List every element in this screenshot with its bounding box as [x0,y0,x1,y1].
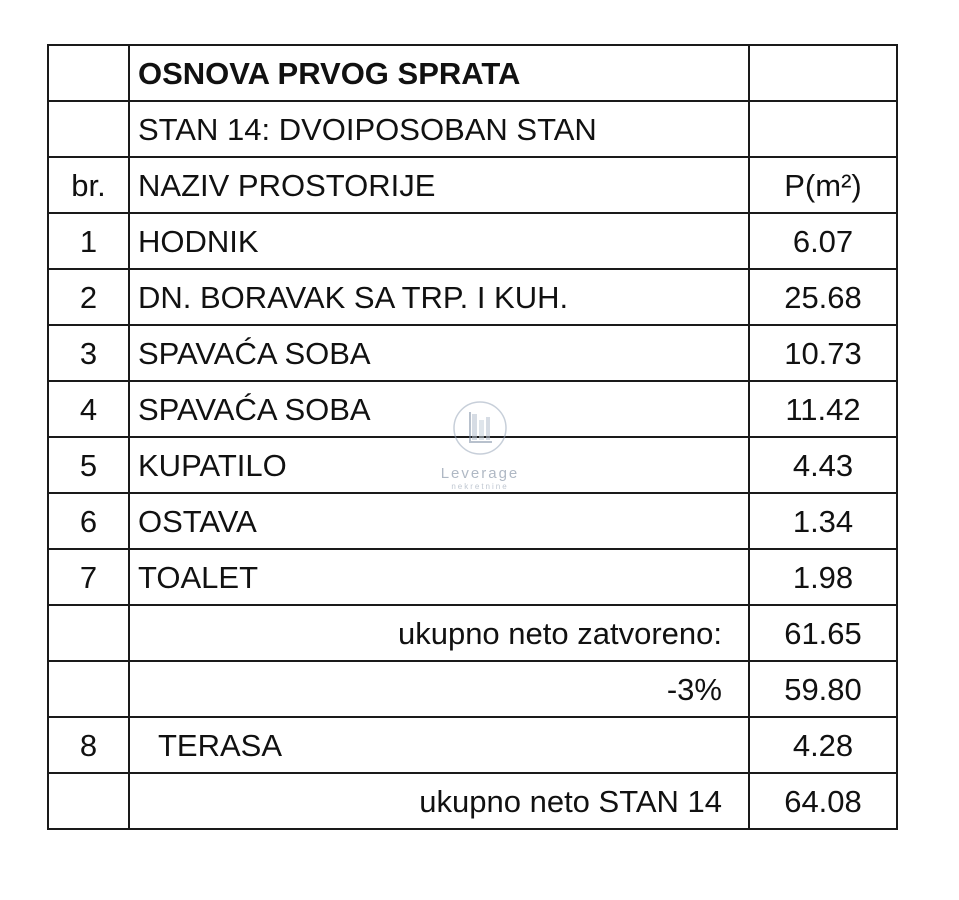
subtotal-label: ukupno neto zatvoreno: [129,605,749,661]
empty-cell [749,45,897,101]
reduction-label: -3% [129,661,749,717]
row-number: 6 [48,493,129,549]
row-name: DN. BORAVAK SA TRP. I KUH. [129,269,749,325]
table-row [48,269,897,325]
row-number: 1 [48,213,129,269]
empty-cell [48,605,129,661]
empty-cell [749,101,897,157]
row-name: OSTAVA [129,493,749,549]
subtotal-row [48,605,897,661]
header-name: NAZIV PROSTORIJE [129,157,749,213]
table-row [48,325,897,381]
reduction-area: 59.80 [749,661,897,717]
row-name: SPAVAĆA SOBA [129,381,749,437]
total-row [48,773,897,829]
reduction-row [48,661,897,717]
watermark-tagline: nekretnine [451,482,509,491]
table-header-row [48,157,897,213]
table-subtitle: STAN 14: DVOIPOSOBAN STAN [129,101,749,157]
row-number: 3 [48,325,129,381]
row-name: TOALET [129,549,749,605]
building-logo-icon [450,398,510,458]
terrace-name: TERASA [129,717,749,773]
table-subtitle-row [48,101,897,157]
terrace-number: 8 [48,717,129,773]
table-row [48,213,897,269]
row-area: 6.07 [749,213,897,269]
row-area: 11.42 [749,381,897,437]
row-number: 2 [48,269,129,325]
row-name: HODNIK [129,213,749,269]
row-area: 4.43 [749,437,897,493]
row-area: 25.68 [749,269,897,325]
terrace-area: 4.28 [749,717,897,773]
row-area: 1.98 [749,549,897,605]
row-number: 7 [48,549,129,605]
terrace-row [48,717,897,773]
watermark-name: Leverage [440,465,520,482]
header-area: P(m²) [749,157,897,213]
table-title: OSNOVA PRVOG SPRATA [129,45,749,101]
row-number: 5 [48,437,129,493]
row-number: 4 [48,381,129,437]
total-area: 64.08 [749,773,897,829]
subtotal-area: 61.65 [749,605,897,661]
table-title-row [48,45,897,101]
row-name: SPAVAĆA SOBA [129,325,749,381]
empty-cell [48,101,129,157]
watermark-logo [420,398,540,498]
total-label: ukupno neto STAN 14 [129,773,749,829]
empty-cell [48,773,129,829]
row-name: KUPATILO [129,437,749,493]
empty-cell [48,661,129,717]
header-number: br. [48,157,129,213]
table-row [48,549,897,605]
row-area: 1.34 [749,493,897,549]
table-row [48,493,897,549]
row-area: 10.73 [749,325,897,381]
empty-cell [48,45,129,101]
